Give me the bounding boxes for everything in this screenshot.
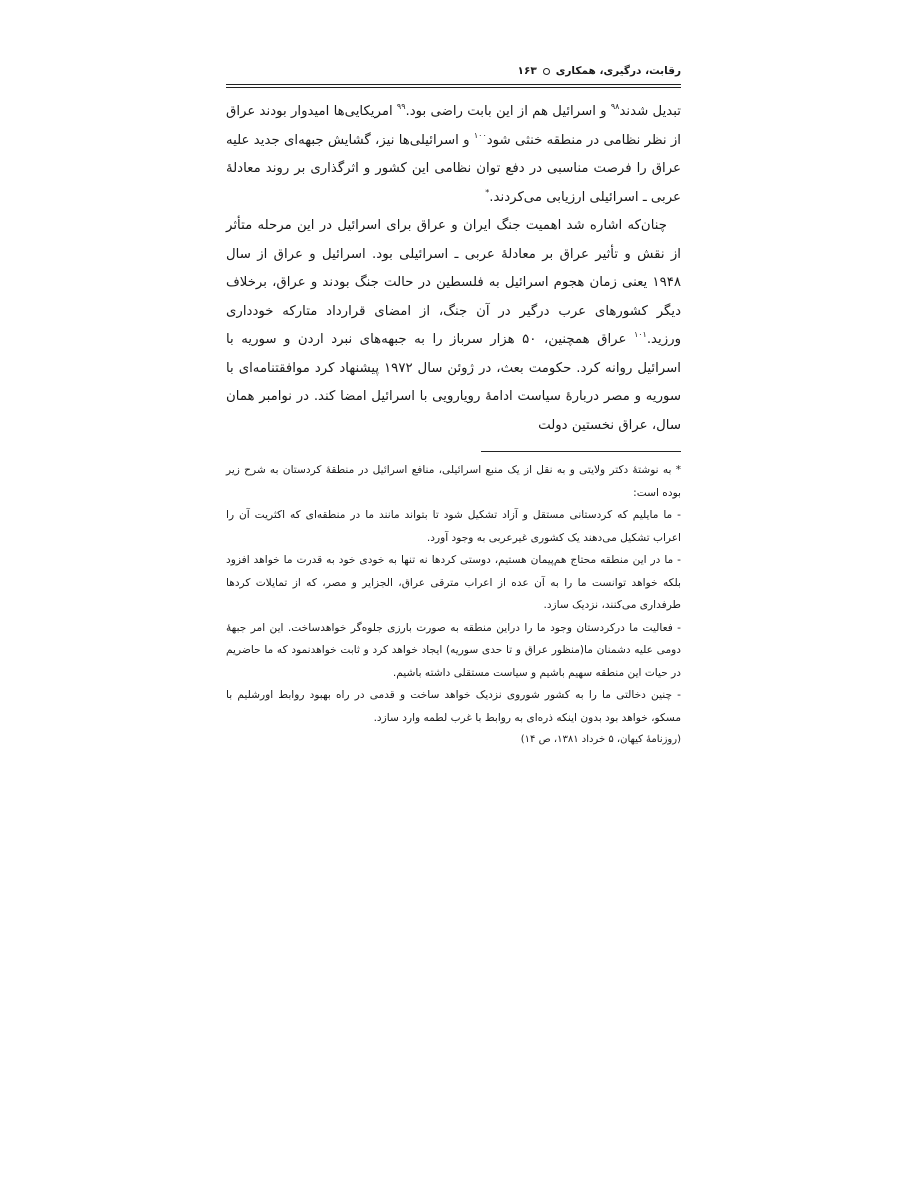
footnote-source: (روزنامهٔ کیهان، ۵ خرداد ۱۳۸۱، ص ۱۴) — [520, 734, 681, 745]
footnote-item-3: - فعالیت ما درکردستان وجود ما را دراین منطقه به صورت بارزی جلوه‌گر خواهدساخت. این امر جبههٔ دومی علیه دشمنان ما(منظور عراق و تا حدی سوریه) ایجاد خواهد کرد و ثابت خواهدنمود که ما حاضریم در حیات این منطقه سهیم باشیم و سیاست مستقلی داشته باشیم. — [226, 621, 681, 679]
footnote-ref-star: * — [485, 187, 490, 197]
footnote-intro: * به نوشتهٔ دکتر ولایتی و به نقل از یک منبع اسرائیلی، منافع اسرائیل در منطقهٔ کردستان به شرح زیر بوده است: — [226, 464, 681, 499]
footnote-ref-101: ۱۰۱ — [633, 330, 647, 339]
page-number: ۱۶۳ — [517, 65, 537, 77]
paragraph-1-text-c: امریکایی‌ها امیدوار بودند عراق از نظر نظامی در منطقه خنثی شود — [226, 104, 681, 148]
footnotes — [226, 459, 681, 752]
paragraph-1 — [226, 98, 681, 212]
paragraph-2-text-b: عراق همچنین، ۵۰ هزار سرباز را به جبهه‌های نبرد اردن و سوریه با اسرائیل روانه کرد. حکومت بعث، در ژوئن سال ۱۹۷۲ پیشنهاد کرد موافقتنامه‌ای با سوریه و مصر دربارهٔ سیاست ادامهٔ رویارویی با اسرائیل امضا کند. در نوامبر همان سال، عراق نخستین دولت — [226, 332, 681, 433]
circle-separator-icon — [543, 68, 550, 75]
footnote-item-2: - ما در این منطقه محتاج هم‌پیمان هستیم، دوستی کردها نه تنها به خودی خود به قدرت ما خواهد افزود بلکه خواهد توانست ما را به آن عده از اعراب مترقی عراق، الجزایر و مصر، که از تمایلات کردها طرفداری می‌کنند، نزدیک سازد. — [226, 554, 681, 611]
footnote-divider — [481, 451, 681, 452]
paragraph-1-text-a: تبدیل شدند — [619, 104, 681, 119]
footnote-item-4: - چنین دخالتی ما را به کشور شوروی نزدیک خواهد ساخت و قدمی در راه بهبود روابط اورشلیم با مسکو، خواهد بود بدون اینکه ذره‌ای به روابط با غرب لطمه وارد سازد. — [226, 689, 681, 724]
running-title: رقابت، درگیری، همکاری — [555, 65, 681, 77]
running-header — [226, 60, 681, 82]
footnote-ref-98: ۹۸ — [610, 102, 620, 111]
footnote-ref-100: ۱۰۰ — [473, 130, 487, 140]
header-rule-secondary — [226, 87, 681, 88]
main-text — [226, 98, 681, 440]
footnote-ref-99: ۹۹ — [396, 102, 406, 111]
paragraph-2 — [226, 212, 681, 440]
header-rule — [226, 84, 681, 85]
paragraph-1-text-d: و اسرائیلی‌ها نیز، گشایش جبهه‌ای جدید علیه عراق را فرصت مناسبی در دفع توان نظامی این کشور و اثرگذاری بر روند معادلهٔ عربی ـ اسرائیلی ارزیابی می‌کردند. — [226, 132, 681, 205]
book-page — [226, 60, 681, 752]
footnote-item-1: - ما مایلیم که کردستانی مستقل و آزاد تشکیل شود تا بتواند مانند ما در منطقه‌ای که اکثریت آن را اعراب تشکیل می‌دهند یک کشوری غیرعربی به وجود آورد. — [226, 509, 681, 544]
paragraph-1-text-b: و اسرائیل هم از این بابت راضی بود. — [405, 104, 611, 119]
paragraph-2-text-a: چنان‌که اشاره شد اهمیت جنگ ایران و عراق برای اسرائیل در این مرحله متأثر از نقش و تأثیر عراق بر معادلهٔ عربی ـ اسرائیلی بود. اسرائیل و عراق از سال ۱۹۴۸ یعنی زمان هجوم اسرائیل به فلسطین در حالت جنگ بودند و عراق، برخلاف دیگر کشورهای عرب درگیر در آن جنگ، از امضای قرارداد متارکه خودداری ورزید. — [226, 218, 681, 347]
